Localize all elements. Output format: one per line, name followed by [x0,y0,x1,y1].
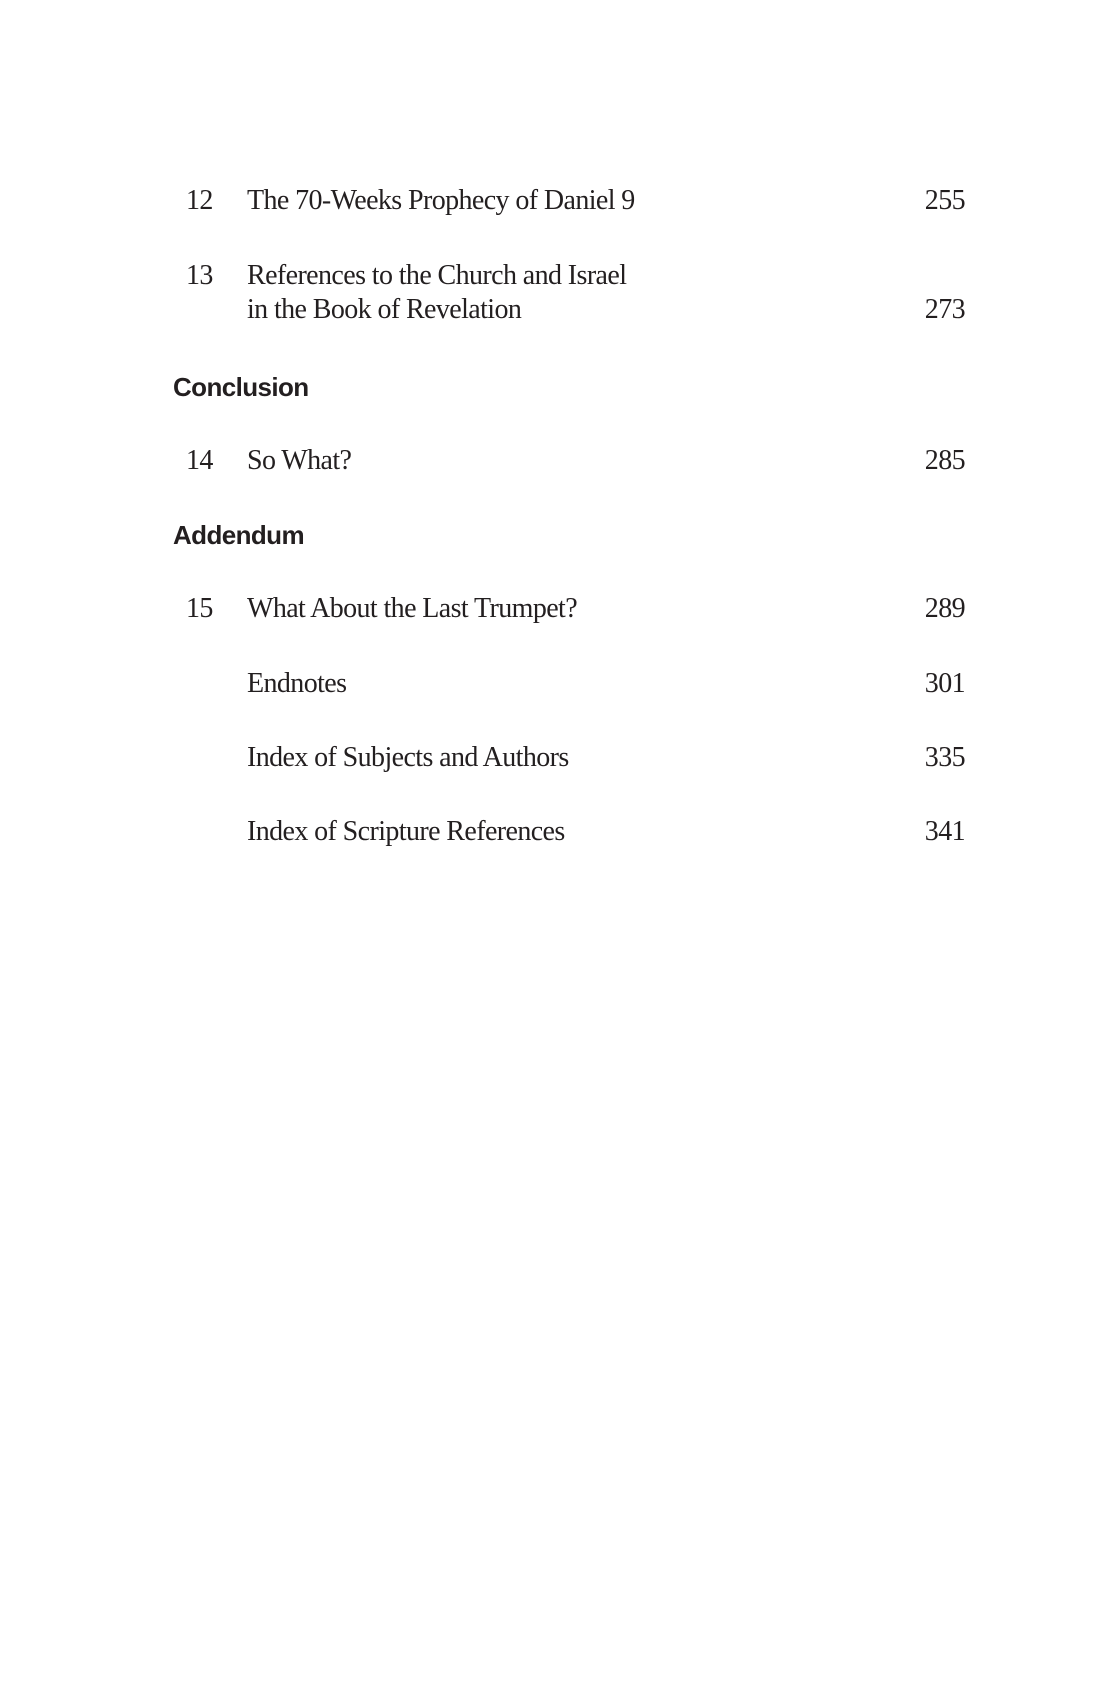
entry-title: Index of Subjects and Authors [247,742,569,773]
chapter-number: 14 [186,445,213,476]
page-number: 301 [924,668,965,699]
page-number: 285 [924,445,965,476]
entry-title: Endnotes [247,668,347,699]
page-number: 273 [924,294,965,325]
chapter-title-line1: References to the Church and Israel [247,260,627,291]
page-number: 289 [924,593,965,624]
chapter-number: 12 [186,185,213,216]
chapter-title-line2: in the Book of Revelation [247,294,522,325]
page-number: 341 [924,816,965,847]
section-heading: Addendum [173,520,304,550]
chapter-title: So What? [247,445,352,476]
page-number: 255 [924,185,965,216]
chapter-number: 13 [186,260,213,291]
page-number: 335 [924,742,965,773]
chapter-title: What About the Last Trumpet? [247,593,578,624]
chapter-title: The 70-Weeks Prophecy of Daniel 9 [247,185,635,216]
chapter-number: 15 [186,593,213,624]
section-heading: Conclusion [173,372,309,402]
entry-title: Index of Scripture References [247,816,565,847]
